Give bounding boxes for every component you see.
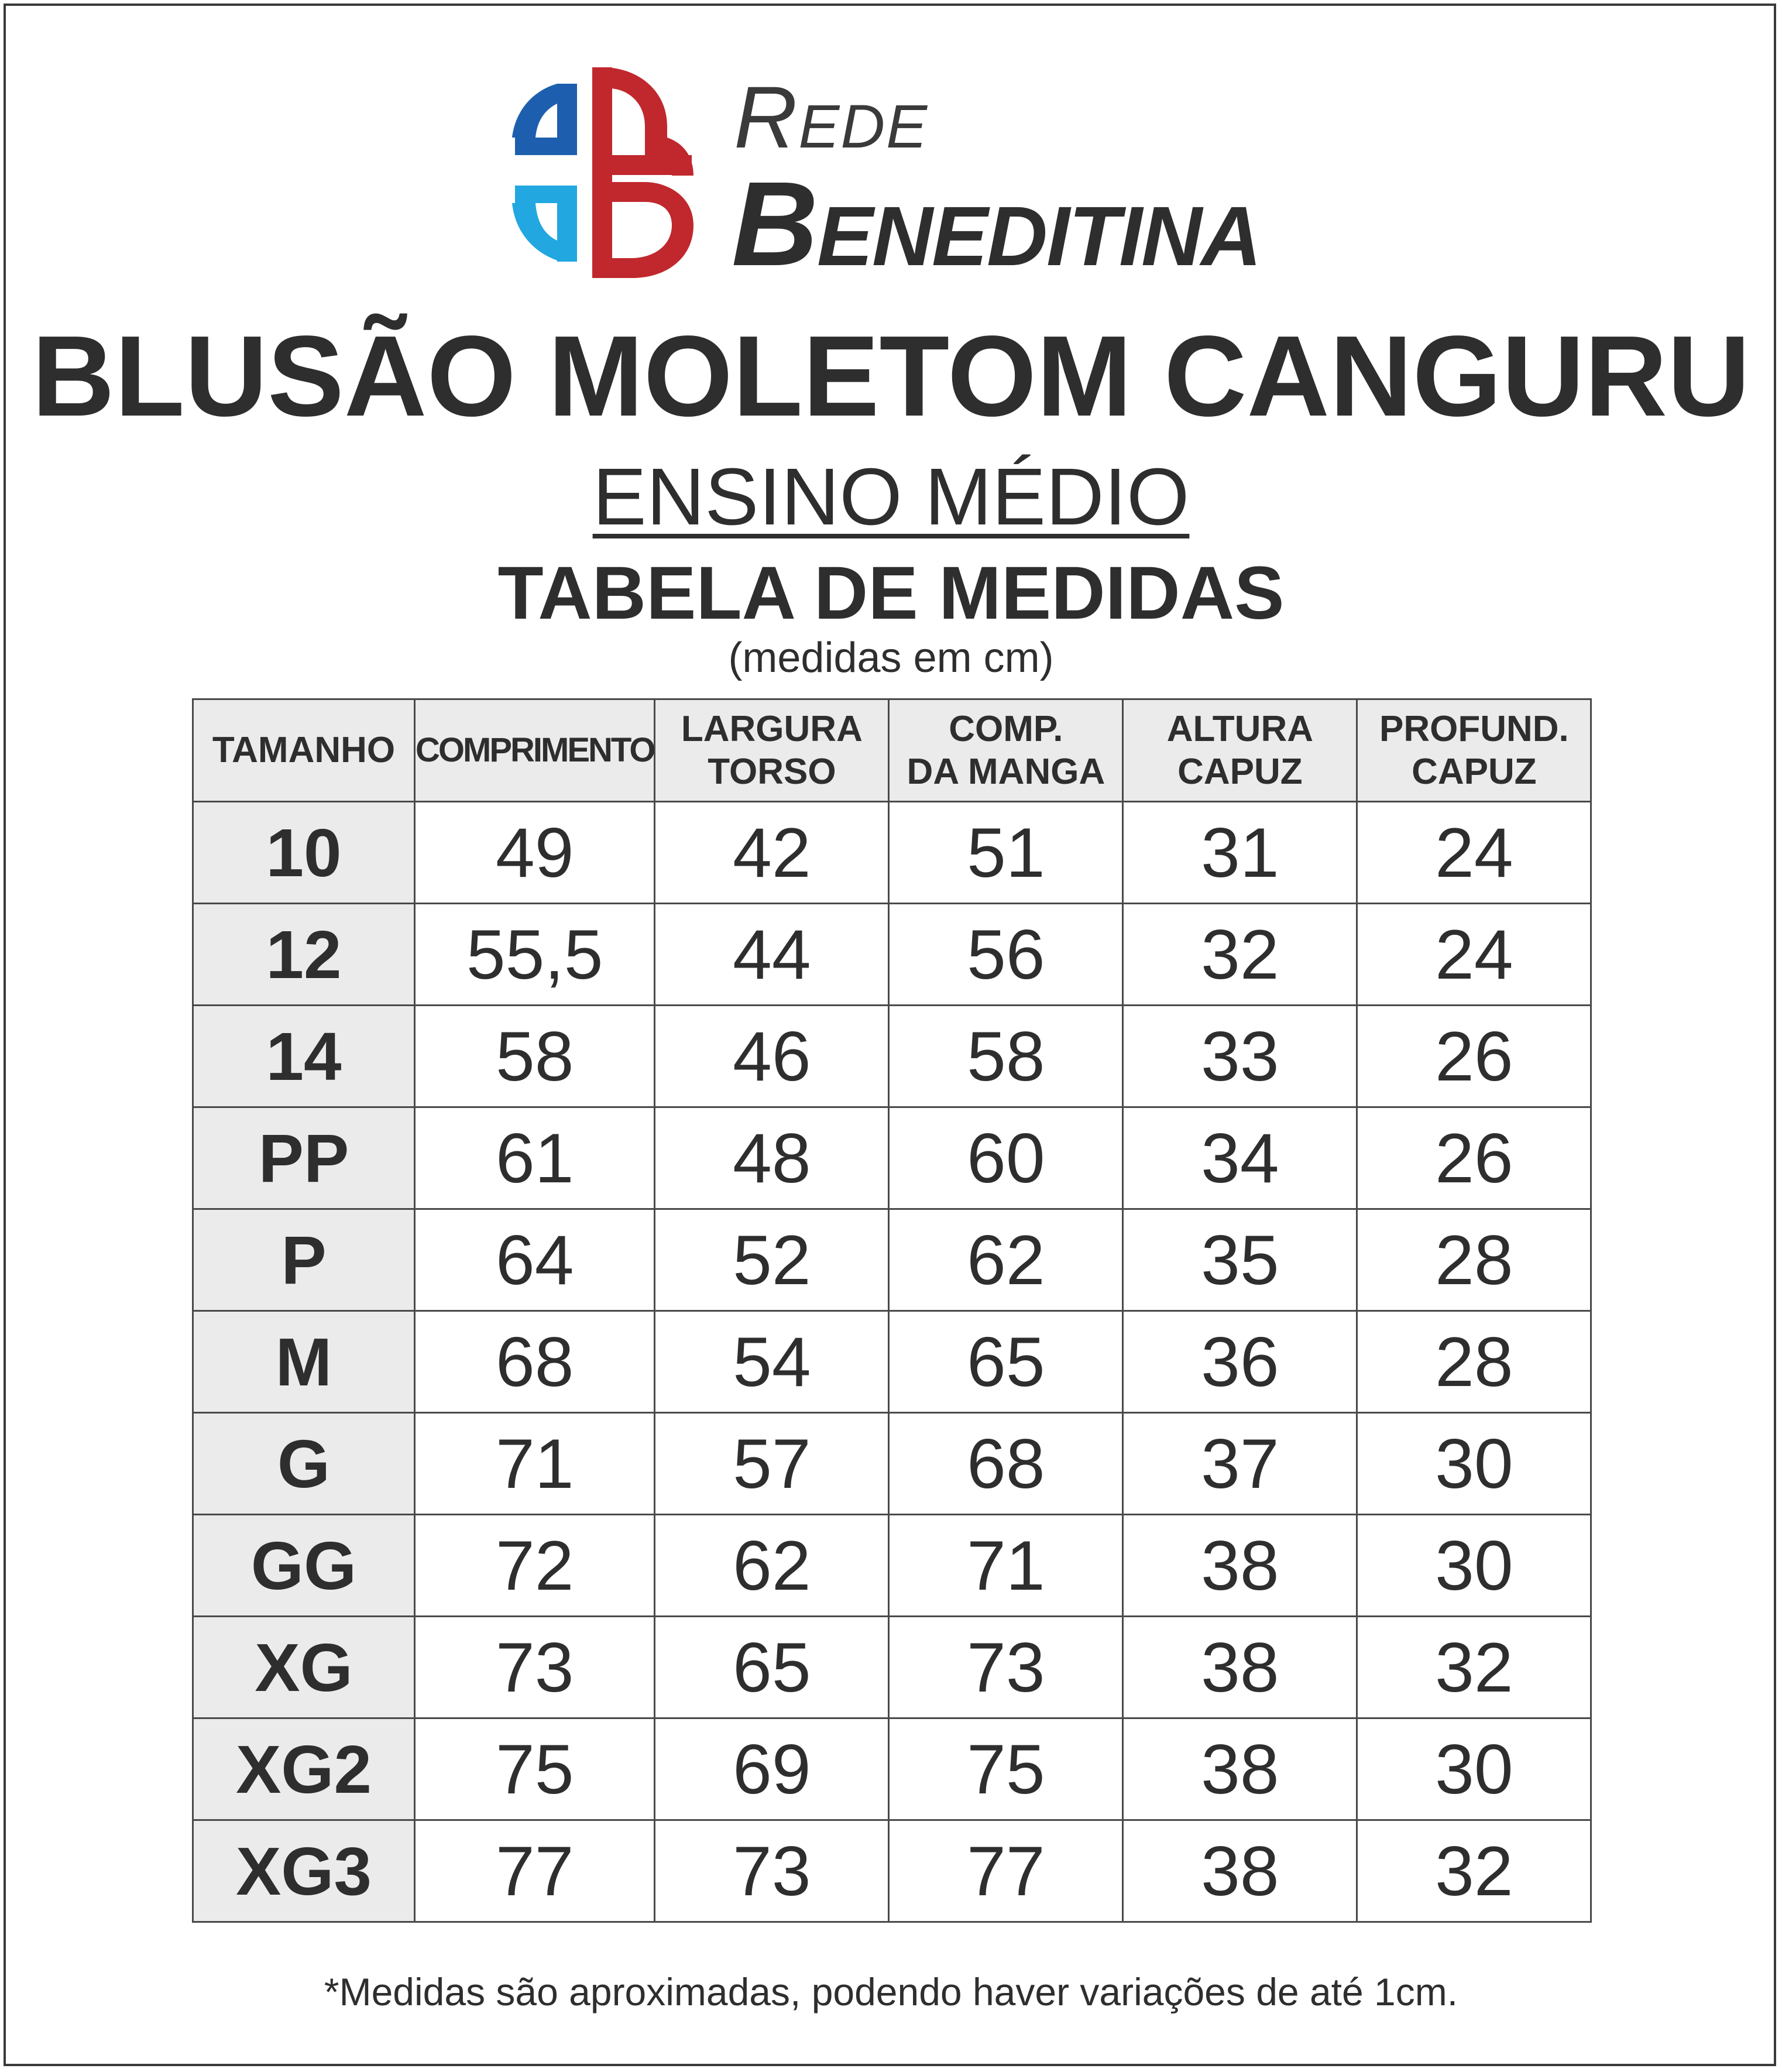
measurement-cell: 38 — [1123, 1617, 1357, 1718]
measurement-cell: 61 — [415, 1107, 655, 1209]
measurement-cell: 35 — [1123, 1209, 1357, 1311]
table-row — [193, 1311, 1591, 1413]
table-title: TABELA DE MEDIDAS — [497, 551, 1285, 635]
measurement-cell: 71 — [889, 1515, 1123, 1617]
measurement-cell: 32 — [1123, 904, 1357, 1006]
measurement-cell: 62 — [655, 1515, 889, 1617]
measurement-cell: 51 — [889, 802, 1123, 904]
measurement-cell: 65 — [655, 1617, 889, 1718]
table-body — [193, 802, 1591, 1922]
units-note: (medidas em cm) — [728, 634, 1054, 681]
table-row — [193, 1515, 1591, 1617]
measurement-cell: 54 — [655, 1311, 889, 1413]
measurement-cell: 46 — [655, 1006, 889, 1107]
measurement-cell: 37 — [1123, 1413, 1357, 1515]
measurement-cell: 55,5 — [415, 904, 655, 1006]
brand-name-line1: Rede — [734, 68, 929, 166]
size-cell: 10 — [193, 802, 415, 904]
measurement-cell: 26 — [1357, 1107, 1591, 1209]
measurement-cell: 30 — [1357, 1718, 1591, 1820]
table-row — [193, 1617, 1591, 1718]
header-largura-torso: LARGURA TORSO — [655, 699, 889, 802]
table-row — [193, 1718, 1591, 1820]
brand-logo — [492, 56, 1311, 290]
measurement-cell: 48 — [655, 1107, 889, 1209]
table-row — [193, 904, 1591, 1006]
measurement-cell: 71 — [415, 1413, 655, 1515]
header-comp-manga: COMP. DA MANGA — [889, 699, 1123, 802]
measurement-cell: 75 — [415, 1718, 655, 1820]
measurement-cell: 62 — [889, 1209, 1123, 1311]
header-altura-capuz: ALTURA CAPUZ — [1123, 699, 1357, 802]
measurement-cell: 28 — [1357, 1209, 1591, 1311]
measurement-cell: 73 — [655, 1820, 889, 1922]
measurement-cell: 57 — [655, 1413, 889, 1515]
measurement-cell: 30 — [1357, 1515, 1591, 1617]
measurement-cell: 28 — [1357, 1311, 1591, 1413]
measurement-cell: 49 — [415, 802, 655, 904]
table-row — [193, 1413, 1591, 1515]
measurement-cell: 73 — [415, 1617, 655, 1718]
table-row — [193, 1107, 1591, 1209]
measurement-cell: 68 — [889, 1413, 1123, 1515]
measurement-cell: 58 — [889, 1006, 1123, 1107]
measurement-cell: 72 — [415, 1515, 655, 1617]
measurement-cell: 38 — [1123, 1820, 1357, 1922]
measurement-cell: 77 — [415, 1820, 655, 1922]
measurement-cell: 24 — [1357, 904, 1591, 1006]
measurement-cell: 60 — [889, 1107, 1123, 1209]
header-tamanho: TAMANHO — [193, 699, 415, 802]
brand-name-line2: Beneditina — [732, 157, 1261, 291]
header-comprimento: COMPRIMENTO — [415, 699, 655, 802]
page-title: BLUSÃO MOLETOM CANGURU — [32, 312, 1750, 440]
measurement-cell: 38 — [1123, 1718, 1357, 1820]
size-cell: 14 — [193, 1006, 415, 1107]
measurement-cell: 68 — [415, 1311, 655, 1413]
measurement-cell: 34 — [1123, 1107, 1357, 1209]
size-cell: M — [193, 1311, 415, 1413]
measurement-cell: 56 — [889, 904, 1123, 1006]
measurement-cell: 42 — [655, 802, 889, 904]
table-header-row — [193, 699, 1591, 802]
measurement-cell: 26 — [1357, 1006, 1591, 1107]
measurement-cell: 33 — [1123, 1006, 1357, 1107]
measurement-cell: 32 — [1357, 1617, 1591, 1718]
measurement-cell: 77 — [889, 1820, 1123, 1922]
table-row — [193, 1006, 1591, 1107]
measurement-cell: 69 — [655, 1718, 889, 1820]
size-table — [192, 698, 1592, 1923]
measurement-cell: 64 — [415, 1209, 655, 1311]
size-cell: P — [193, 1209, 415, 1311]
subtitle-text: ENSINO MÉDIO — [592, 452, 1190, 542]
table-row — [193, 802, 1591, 904]
size-cell: XG2 — [193, 1718, 415, 1820]
page-subtitle — [0, 452, 1782, 542]
size-cell: 12 — [193, 904, 415, 1006]
measurement-cell: 44 — [655, 904, 889, 1006]
measurement-cell: 31 — [1123, 802, 1357, 904]
measurement-cell: 30 — [1357, 1413, 1591, 1515]
size-cell: XG3 — [193, 1820, 415, 1922]
measurement-cell: 36 — [1123, 1311, 1357, 1413]
footnote: *Medidas são aproximadas, podendo haver variações de até 1cm. — [324, 1970, 1458, 2013]
measurement-cell: 58 — [415, 1006, 655, 1107]
measurement-cell: 52 — [655, 1209, 889, 1311]
measurement-cell: 38 — [1123, 1515, 1357, 1617]
measurement-cell: 65 — [889, 1311, 1123, 1413]
measurement-cell: 32 — [1357, 1820, 1591, 1922]
size-cell: PP — [193, 1107, 415, 1209]
measurement-cell: 75 — [889, 1718, 1123, 1820]
size-cell: G — [193, 1413, 415, 1515]
size-cell: XG — [193, 1617, 415, 1718]
header-profund-capuz: PROFUND. CAPUZ — [1357, 699, 1591, 802]
measurement-cell: 24 — [1357, 802, 1591, 904]
cross-logo-icon — [492, 56, 714, 290]
measurement-cell: 73 — [889, 1617, 1123, 1718]
table-row — [193, 1820, 1591, 1922]
table-row — [193, 1209, 1591, 1311]
size-cell: GG — [193, 1515, 415, 1617]
